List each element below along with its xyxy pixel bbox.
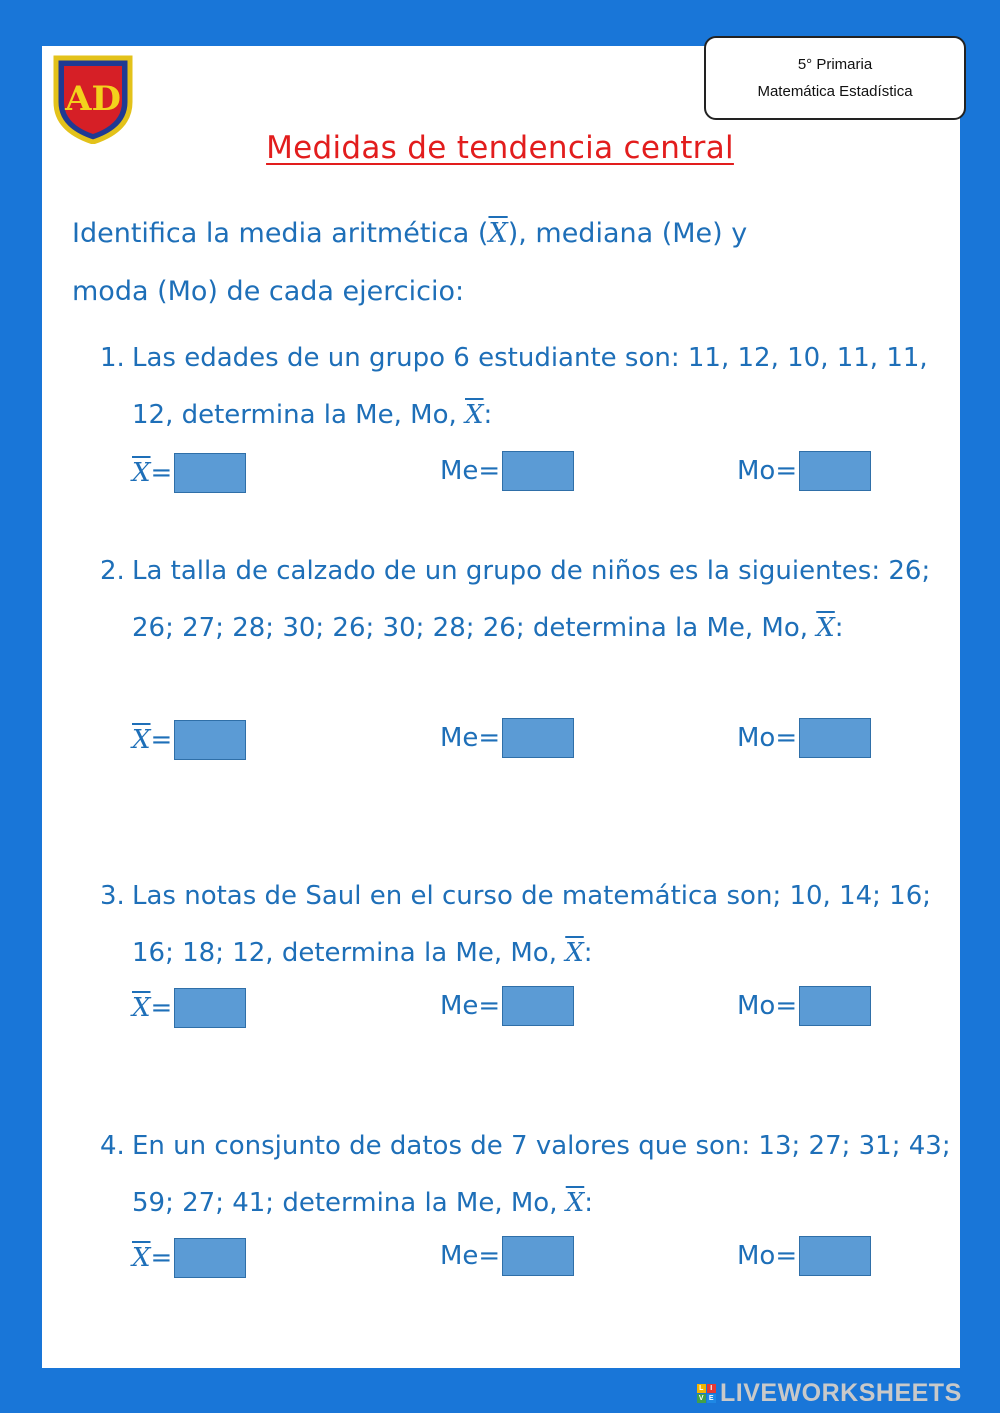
mean-answer-1 [132,453,246,493]
mean-answer-2 [132,720,246,760]
question-tail: : [483,400,493,430]
question-number: 3. [100,881,125,911]
instructions [72,205,932,321]
subject-label: Matemática Estadística [757,83,913,100]
grade-info-box [704,36,966,120]
median-label: Me= [440,991,501,1021]
mode-answer-3 [737,986,871,1026]
median-label: Me= [440,1241,501,1271]
question-text: Las edades de un grupo 6 estudiante son: 11, 12, 10, 11, 11, 12, determina la Me, Mo, [132,343,928,430]
equals-sign: = [150,993,173,1023]
mean-symbol: $\overline{X}$ [132,725,151,755]
mode-answer-2 [737,718,871,758]
xbar-symbol: $\overline{X}$ [488,218,508,249]
liveworksheets-icon: L I V E [698,1384,715,1402]
mode-answer-4 [737,1236,871,1276]
mean-symbol: $\overline{X}$ [132,1243,151,1273]
watermark-text: LIVEWORKSHEETS [720,1378,962,1407]
median-label: Me= [440,723,501,753]
question-2 [100,543,970,657]
page-title: Medidas de tendencia central [266,130,734,166]
mode-label: Mo= [737,1241,798,1271]
xbar-symbol: $\overline{X}$ [465,400,484,430]
question-number: 2. [100,556,125,586]
mean-symbol: $\overline{X}$ [132,458,151,488]
equals-sign: = [150,458,173,488]
question-tail: : [584,1188,594,1218]
question-text: Las notas de Saul en el curso de matemática son; 10, 14; 16; 16; 18; 12, determina la Me, Mo, [132,881,932,968]
question-number: 1. [100,343,125,373]
instructions-line2: moda (Mo) de cada ejercicio: [72,276,465,307]
mode-input-2[interactable] [799,718,871,758]
question-number: 4. [100,1131,125,1161]
equals-sign: = [150,725,173,755]
mode-label: Mo= [737,456,798,486]
median-answer-4 [440,1236,574,1276]
mode-input-3[interactable] [799,986,871,1026]
mean-input-1[interactable] [174,453,246,493]
median-input-2[interactable] [502,718,574,758]
mode-answer-1 [737,451,871,491]
question-4 [100,1118,970,1232]
mean-input-3[interactable] [174,988,246,1028]
xbar-symbol: $\overline{X}$ [816,613,835,643]
instructions-line1: Identifica la media aritmética ( [72,218,489,249]
mean-answer-4 [132,1238,246,1278]
question-text: En un consjunto de datos de 7 valores que son: 13; 27; 31; 43; 59; 27; 41; determina la Me, Mo, [132,1131,951,1218]
mode-input-4[interactable] [799,1236,871,1276]
median-input-4[interactable] [502,1236,574,1276]
mean-input-4[interactable] [174,1238,246,1278]
median-label: Me= [440,456,501,486]
logo-lettering: AD [65,79,121,119]
median-answer-2 [440,718,574,758]
question-text: La talla de calzado de un grupo de niños es la siguientes: 26; 26; 27; 28; 30; 26; 30; 28; 26; determina la Me, Mo, [132,556,931,643]
median-answer-3 [440,986,574,1026]
equals-sign: = [150,1243,173,1273]
mean-symbol: $\overline{X}$ [132,993,151,1023]
question-3 [100,868,970,982]
mean-answer-3 [132,988,246,1028]
mode-input-1[interactable] [799,451,871,491]
question-tail: : [834,613,844,643]
mode-label: Mo= [737,991,798,1021]
median-input-1[interactable] [502,451,574,491]
median-answer-1 [440,451,574,491]
question-1 [100,330,970,444]
instructions-line1-end: ), mediana (Me) y [507,218,748,249]
mean-input-2[interactable] [174,720,246,760]
grade-label: 5° Primaria [797,56,873,73]
mode-label: Mo= [737,723,798,753]
xbar-symbol: $\overline{X}$ [565,938,584,968]
question-tail: : [583,938,593,968]
xbar-symbol: $\overline{X}$ [565,1188,585,1218]
liveworksheets-watermark [697,1380,962,1406]
median-input-3[interactable] [502,986,574,1026]
